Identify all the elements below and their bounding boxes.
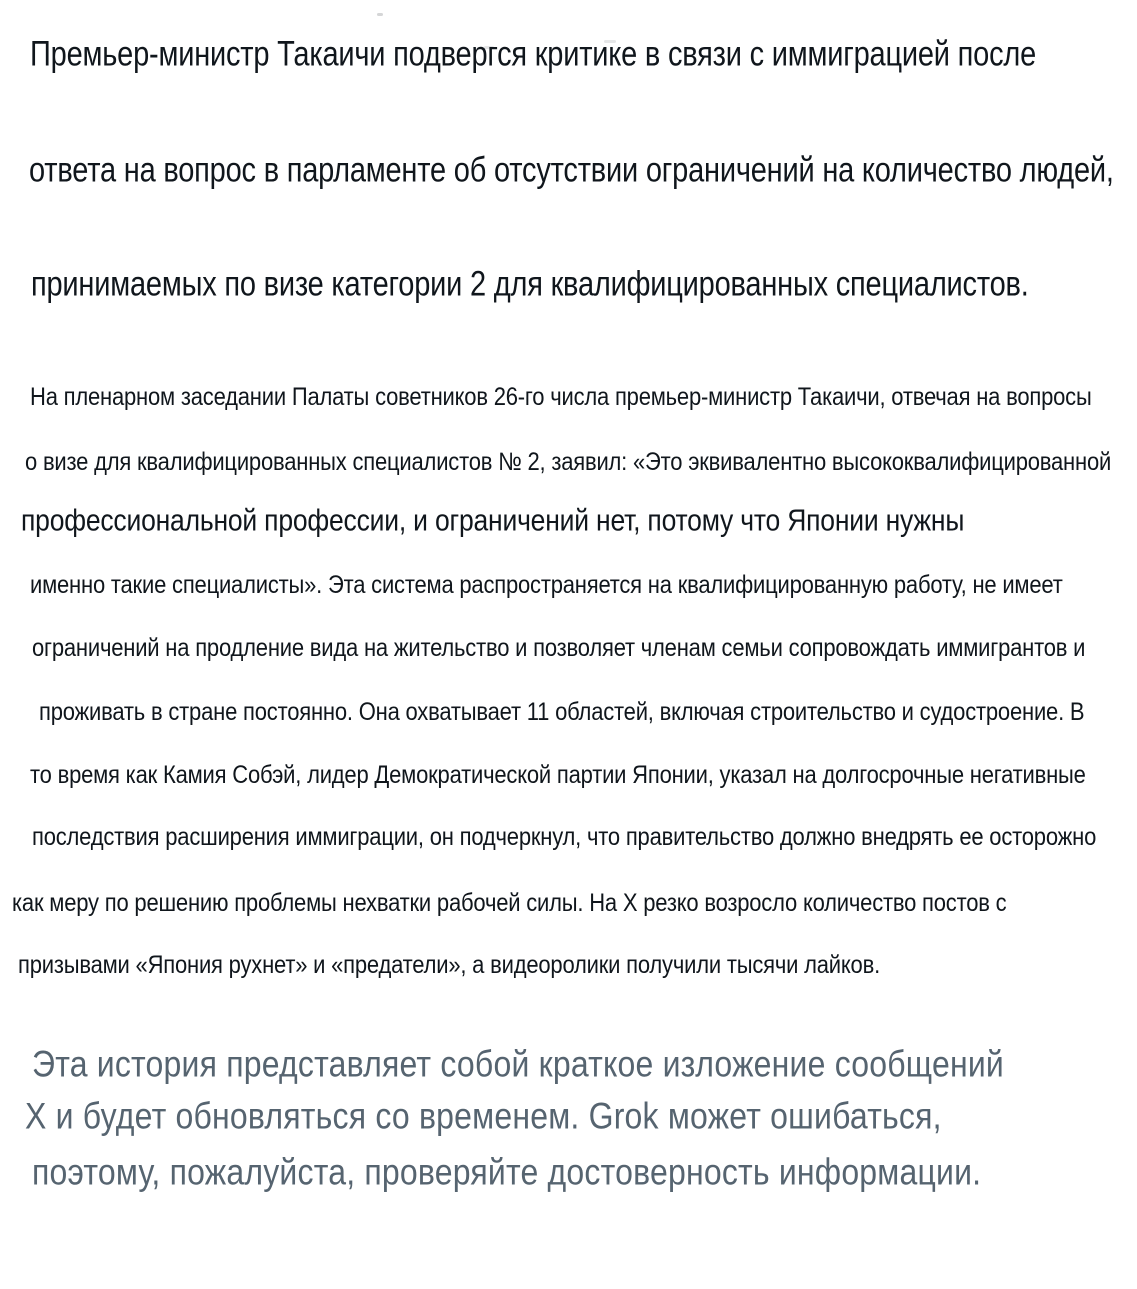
body-line: как меру по решению проблемы нехватки рабочей силы. На X резко возросло количество постов с <box>12 888 1007 917</box>
body-line: о визе для квалифицированных специалистов № 2, заявил: «Это эквивалентно высококвалифицированной <box>25 447 1112 476</box>
body-line: На пленарном заседании Палаты советников 26-го числа премьер-министр Такаичи, отвечая на вопросы <box>30 382 1092 411</box>
headline-line: принимаемых по визе категории 2 для квалифицированных специалистов. <box>31 265 1029 305</box>
body-line: профессиональной профессии, и ограничений нет, потому что Японии нужны <box>21 503 965 538</box>
grok-disclaimer-line: Эта история представляет собой краткое изложение сообщений <box>32 1043 1004 1085</box>
body-line: именно такие специалисты». Эта система распространяется на квалифицированную работу, не имеет <box>30 570 1063 599</box>
headline-line: ответа на вопрос в парламенте об отсутствии ограничений на количество людей, <box>29 151 1114 191</box>
body-line: ограничений на продление вида на жительство и позволяет членам семьи сопровождать иммигрантов и <box>32 633 1086 662</box>
body-line: то время как Камия Собэй, лидер Демократической партии Японии, указал на долгосрочные негативные <box>30 760 1086 789</box>
body-line: последствия расширения иммиграции, он подчеркнул, что правительство должно внедрять ее осторожно <box>32 822 1097 851</box>
body-line: проживать в стране постоянно. Она охватывает 11 областей, включая строительство и судостроение. В <box>39 697 1085 726</box>
headline-line: Премьер-министр Такаичи подвергся критике в связи с иммиграцией после <box>30 35 1037 75</box>
noise-speck <box>377 13 383 16</box>
grok-disclaimer-line: поэтому, пожалуйста, проверяйте достоверность информации. <box>32 1151 982 1193</box>
body-line: призывами «Япония рухнет» и «предатели», а видеоролики получили тысячи лайков. <box>18 950 880 979</box>
grok-disclaimer-line: X и будет обновляться со временем. Grok может ошибаться, <box>25 1095 942 1137</box>
